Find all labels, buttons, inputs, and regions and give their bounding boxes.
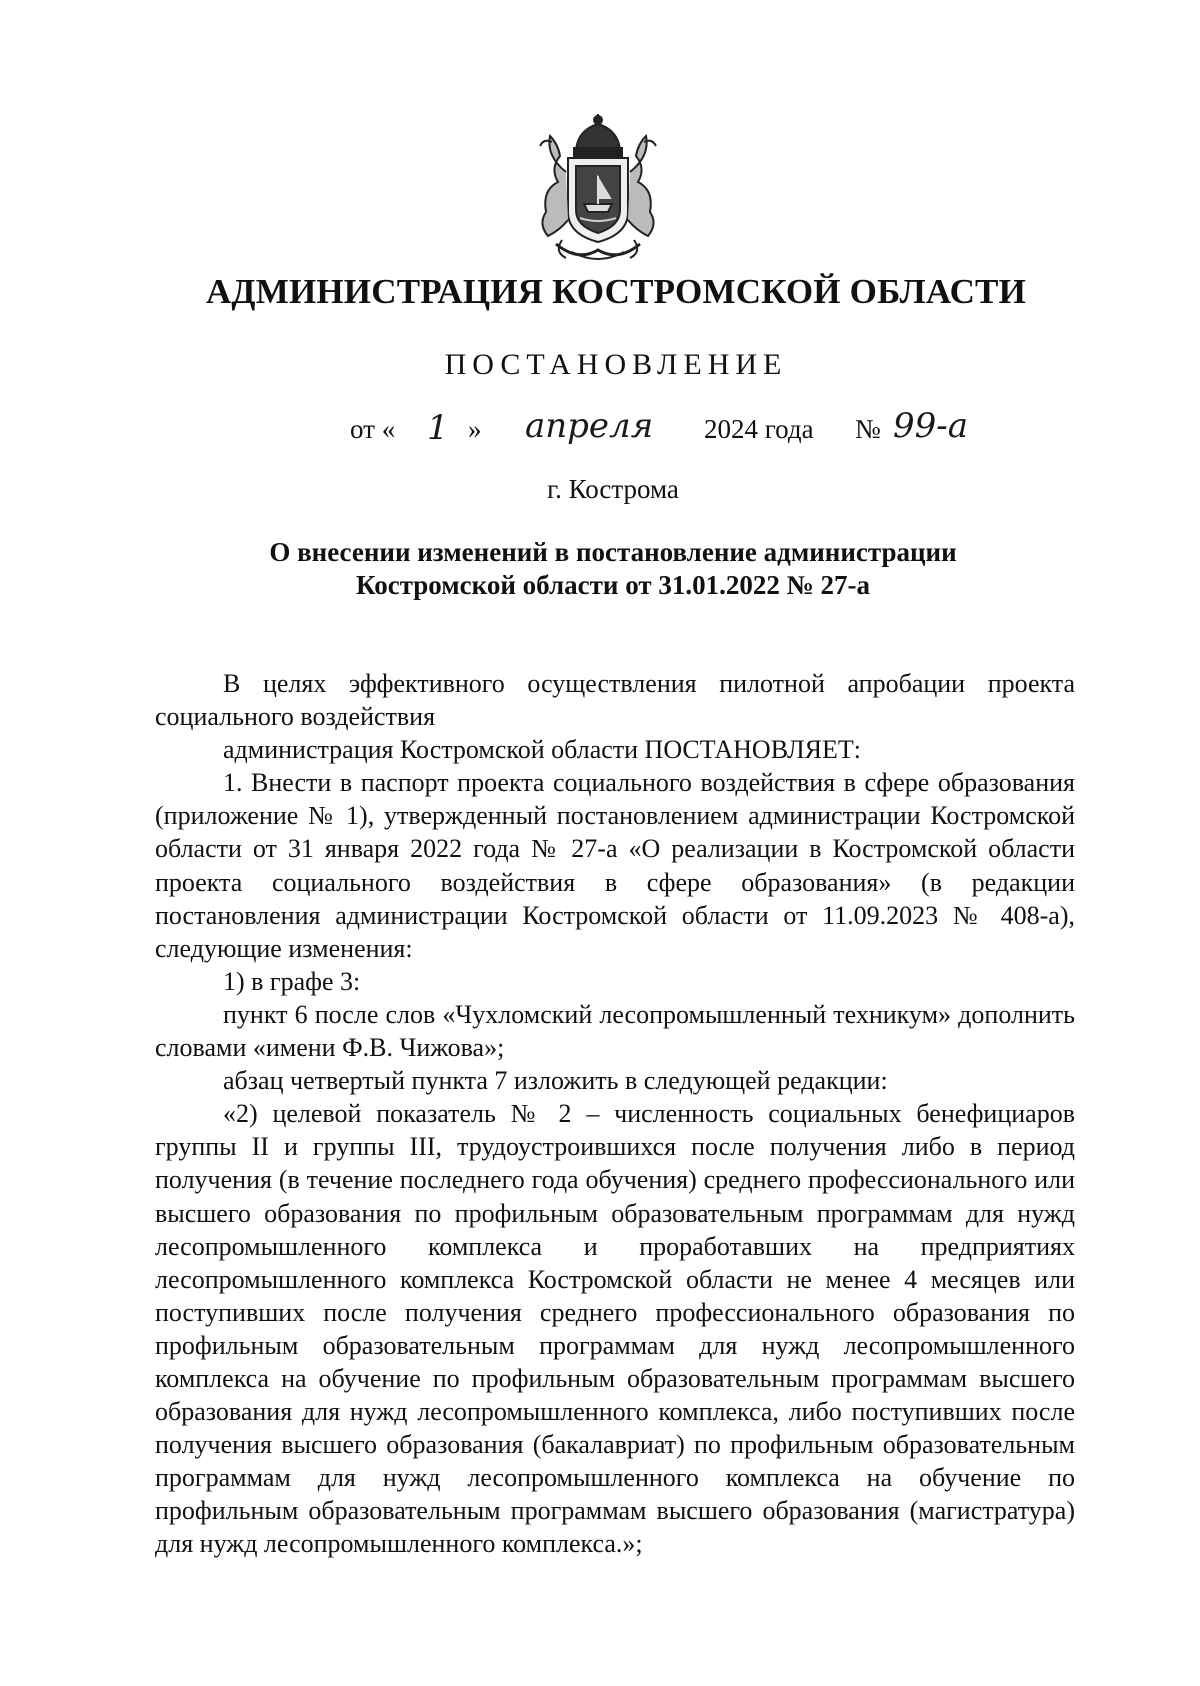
document-type: ПОСТАНОВЛЕНИЕ bbox=[444, 348, 788, 381]
date-year: 2024 года bbox=[704, 414, 814, 444]
body-paragraph: В целях эффективного осуществления пилотной апробации проекта социального воздействия bbox=[155, 669, 1075, 732]
body-paragraph: абзац четвертый пункта 7 изложить в следующей редакции: bbox=[223, 1066, 888, 1096]
date-close-quote: » bbox=[468, 414, 482, 444]
coat-of-arms-emblem bbox=[528, 112, 668, 267]
body-paragraph: администрация Костромской области ПОСТАНОВЛЯЕТ: bbox=[223, 735, 862, 765]
organization-title: АДМИНИСТРАЦИЯ КОСТРОМСКОЙ ОБЛАСТИ bbox=[205, 272, 1027, 311]
body-paragraph: 1) в графе 3: bbox=[223, 966, 361, 996]
date-month-handwritten: апреля bbox=[525, 406, 654, 446]
number-sign: № bbox=[855, 414, 881, 444]
document-number-handwritten: 99-а bbox=[893, 406, 969, 446]
body-paragraph: «2) целевой показатель № 2 – численность социальных бенефициаров группы II и группы III, трудоустроившихся после получения либо в период получения (в течение последнего года обучения) среднего профессионального или высшего образования по профильным образовательным программам для нужд лесопромышленного комплекса и проработавших на предприятиях лесопромышленного комплекса Костромской области не менее 4 месяцев или поступивших после получения среднего профессионального образования по профильным образовательным программам для нужд лесопромышленного комплекса на обучение по профильным образовательным программам высшего образования для нужд лесопромышленного комплекса, либо поступивших после получения высшего образования (бакалавриат) по профильным образовательным программам для нужд лесопромышленного комплекса на обучение по профильным образовательным программам высшего образования (магистратура) для нужд лесопромышленного комплекса.»; bbox=[155, 1099, 1075, 1559]
document-body bbox=[155, 667, 1075, 1561]
date-day-handwritten: 1 bbox=[427, 408, 449, 448]
subject-line-2: Костромской области от 31.01.2022 № 27-а bbox=[355, 570, 870, 600]
subject-line-1: О внесении изменений в постановление администрации bbox=[269, 537, 957, 567]
body-paragraph: 1. Внести в паспорт проекта социального воздействия в сфере образования (приложение № 1), утвержденный постановлением администрации Костромской области от 31 января 2022 года № 27-а «О реализации в Костромской области проекта социального воздействия в сфере образования» (в редакции постановления администрации Костромской области от 11.09.2023 № 408-а), следующие изменения: bbox=[155, 768, 1075, 963]
city: г. Кострома bbox=[547, 474, 679, 504]
body-paragraph: пункт 6 после слов «Чухломский лесопромышленный техникум» дополнить словами «имени Ф.В. Чижова»; bbox=[155, 999, 1075, 1063]
date-prefix: от « bbox=[350, 414, 396, 444]
date-line bbox=[0, 408, 1200, 458]
document-subject bbox=[0, 536, 1200, 602]
